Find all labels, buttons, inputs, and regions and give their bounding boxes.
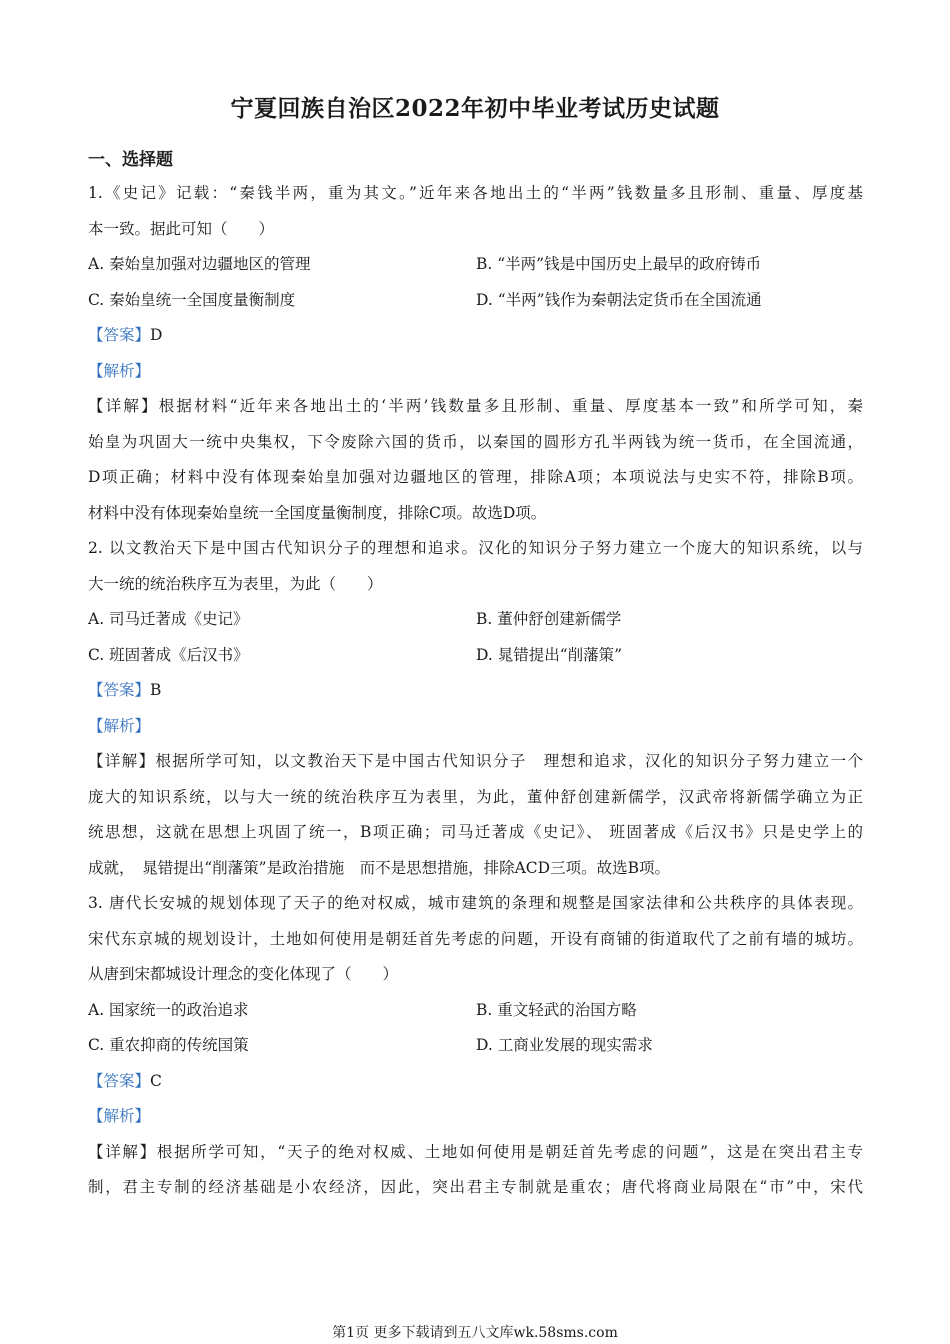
options-row	[88, 602, 863, 638]
question-stem-line: 2. 以文教治天下是中国古代知识分子的理想和追求。汉化的知识分子努力建立一个庞大的知识系统，以与	[88, 539, 863, 557]
options-row	[88, 283, 863, 319]
detail-line: 庞大的知识系统，以与大一统的统治秩序互为表里，为此，董仲舒创建新儒学，汉武帝将新儒学确立为正	[88, 787, 863, 806]
analysis-tag: 【解析】	[88, 1107, 151, 1125]
question-stem-line: 3. 唐代长安城的规划体现了天子的绝对权威，城市建筑的条理和规整是国家法律和公共秩序的具体表现。	[88, 894, 863, 912]
option-a: A. 司马迁著成《史记》	[88, 610, 249, 628]
answer-tag: 【答案】	[88, 681, 151, 699]
answer-line	[88, 1064, 863, 1100]
detail-line: 始皇为巩固大一统中央集权，下令废除六国的货币，以秦国的圆形方孔半两钱为统一货币，在全国流通，	[88, 432, 863, 451]
page-footer: 第1页 更多下载请到五八文库wk.58sms.com	[332, 1325, 618, 1341]
option-b: B. 重文轻武的治国方略	[476, 1000, 637, 1019]
analysis-line	[88, 1099, 863, 1135]
option-a: A. 国家统一的政治追求	[88, 1000, 249, 1019]
detail-line: 制，君主专制的经济基础是小农经济，因此，突出君主专制就是重农；唐代将商业局限在“市”中，宋代	[88, 1178, 863, 1196]
question-stem-line: 宋代东京城的规划设计，土地如何使用是朝廷首先考虑的问题，开设有商铺的街道取代了之前有墙的城坊。	[88, 929, 863, 948]
options-row	[88, 638, 863, 674]
option-d: D. 晁错提出“削藩策”	[476, 645, 623, 664]
question-3	[88, 886, 863, 1206]
page-title: 宁夏回族自治区2022年初中毕业考试历史试题	[230, 95, 720, 122]
question-2	[88, 531, 863, 886]
detail-line: 材料中没有体现秦始皇统一全国度量衡制度，排除C项。故选D项。	[88, 503, 547, 522]
option-a: A. 秦始皇加强对边疆地区的管理	[88, 255, 311, 273]
detail-tag: 【详解】	[88, 397, 159, 415]
options-row	[88, 1028, 863, 1064]
answer-line	[88, 673, 863, 709]
detail-text: 根据所学可知，“天子的绝对权威、土地如何使用是朝廷首先考虑的问题”，这是在突出君主专	[156, 1142, 863, 1161]
detail-line: 统思想，这就在思想上巩固了统一，B项正确；司马迁著成《史记》、 班固著成《后汉书》只是史学上的	[88, 823, 863, 841]
option-c: C. 班固著成《后汉书》	[88, 645, 249, 664]
option-d: D. 工商业发展的现实需求	[476, 1036, 653, 1054]
question-stem-line: 从唐到宋都城设计理念的变化体现了（ ）	[88, 965, 399, 983]
detail-text: 根据所学可知，以文教治天下是中国古代知识分子 理想和追求，汉化的知识分子努力建立一个	[155, 752, 863, 770]
option-b: B. 董仲舒创建新儒学	[476, 610, 622, 628]
answer-tag: 【答案】	[88, 326, 151, 344]
options-row	[88, 993, 863, 1029]
option-c: C. 重农抑商的传统国策	[88, 1036, 249, 1054]
question-stem-line: 大一统的统治秩序互为表里，为此（ ）	[88, 574, 383, 593]
detail-line	[88, 389, 863, 425]
detail-line	[88, 744, 863, 780]
answer-value: D	[150, 326, 163, 344]
question-stem-line: 本一致。据此可知（ ）	[88, 219, 275, 238]
question-1	[88, 176, 863, 531]
option-b: B. “半两”钱是中国历史上最早的政府铸币	[476, 255, 762, 273]
analysis-line	[88, 709, 863, 745]
option-d: D. “半两”钱作为秦朝法定货币在全国流通	[476, 290, 762, 309]
analysis-tag: 【解析】	[88, 361, 151, 380]
detail-tag: 【详解】	[88, 752, 156, 770]
option-c: C. 秦始皇统一全国度量衡制度	[88, 290, 296, 309]
answer-value: B	[150, 681, 162, 699]
answer-value: C	[150, 1071, 162, 1090]
question-stem-line: 1.《史记》记载：“秦钱半两，重为其文。”近年来各地出土的“半两”钱数量多且形制、重量、厚度基	[88, 184, 863, 202]
detail-tag: 【详解】	[88, 1142, 157, 1161]
detail-line: D项正确；材料中没有体现秦始皇加强对边疆地区的管理，排除A项；本项说法与史实不符，排除B项。	[88, 468, 863, 486]
detail-text: 根据材料“近年来各地出土的‘半两’钱数量多且形制、重量、厚度基本一致”和所学可知，秦	[158, 397, 863, 415]
question-list	[88, 176, 863, 1206]
analysis-tag: 【解析】	[88, 716, 151, 735]
answer-tag: 【答案】	[88, 1071, 151, 1090]
analysis-line	[88, 354, 863, 390]
answer-line	[88, 318, 863, 354]
detail-line: 成就， 晁错提出“削藩策”是政治措施 而不是思想措施，排除ACD三项。故选B项。	[88, 858, 670, 877]
detail-line	[88, 1135, 863, 1171]
section-heading: 一、选择题	[88, 150, 173, 170]
options-row	[88, 247, 863, 283]
